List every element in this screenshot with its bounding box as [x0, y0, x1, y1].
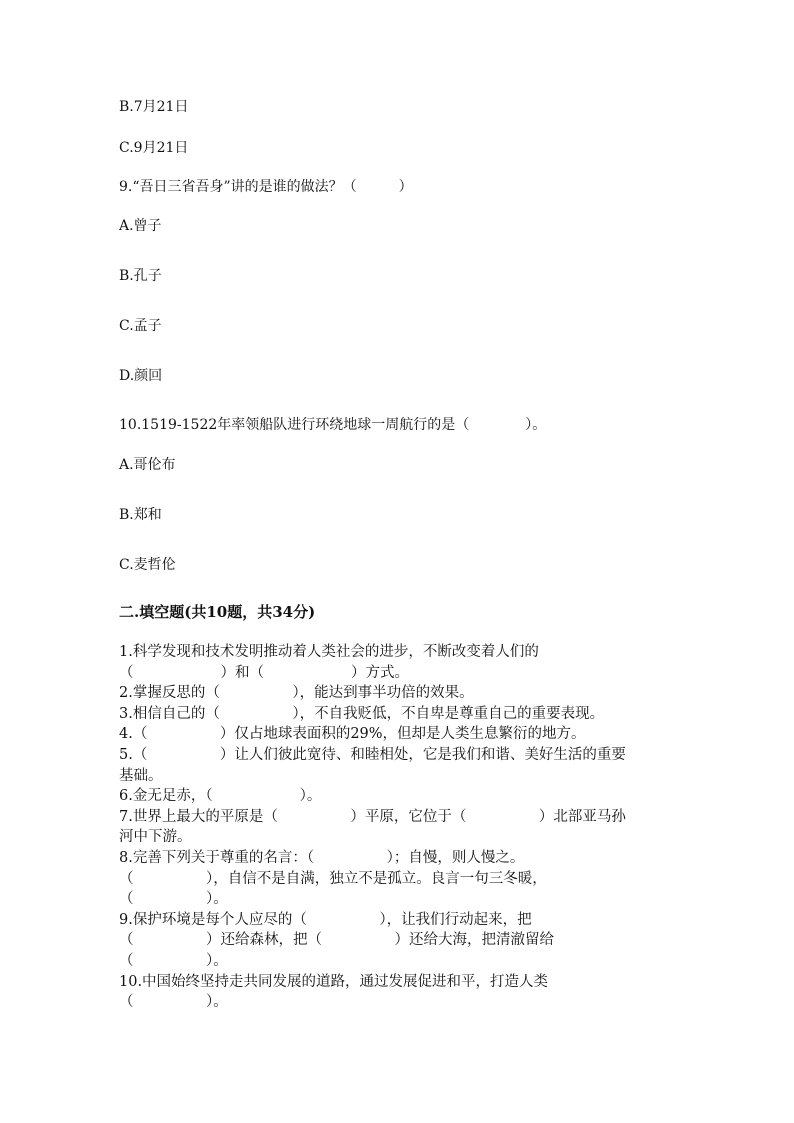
fill-line: 河中下游。: [119, 829, 192, 846]
fill-line: （ ）。: [119, 994, 228, 1011]
fill-line: 7.世界上最大的平原是（ ）平原，它位于（ ）北部亚马孙: [119, 808, 626, 825]
fill-line: 5.（ ）让人们彼此宽待、和睦相处，它是我们和谐、美好生活的重要: [119, 746, 626, 763]
section-title-fill-in: 二.填空题(共10题，共34分): [119, 603, 316, 621]
fill-line: 3.相信自己的（ ），不自我贬低，不自卑是尊重自己的重要表现。: [119, 705, 605, 722]
fill-line: 基础。: [119, 767, 163, 784]
fill-line: （ ）。: [119, 891, 228, 908]
fill-line: 1.科学发现和技术发明推动着人类社会的进步，不断改变着人们的: [119, 644, 539, 660]
option-b: B.孔子: [119, 268, 162, 284]
fill-line: 6.金无足赤，（ ）。: [119, 788, 322, 805]
fill-in-questions: [119, 642, 626, 1013]
fill-line: 2.掌握反思的（ ），能达到事半功倍的效果。: [119, 685, 474, 702]
question-stem: 10.1519-1522年率领船队进行环绕地球一周航行的是（ ）。: [119, 417, 547, 433]
option-a: A.曾子: [119, 218, 162, 234]
fill-line: （ ），自信不是自满，独立不是孤立。良言一句三冬暖，: [119, 870, 547, 887]
fill-line: 8.完善下列关于尊重的名言：（ ）；自慢，则人慢之。: [119, 849, 525, 866]
fill-line: （ ）。: [119, 952, 228, 969]
fill-line: 9.保护环境是每个人应尽的（ ），让我们行动起来，把: [119, 911, 532, 928]
option-b: B.7月21日: [119, 99, 189, 115]
fill-line: （ ）和（ ）方式。: [119, 664, 409, 681]
option-c: C.麦哲伦: [119, 557, 176, 573]
fill-line: （ ）还给森林，把（ ）还给大海，把清澈留给: [119, 932, 554, 949]
option-b: B.郑和: [119, 507, 162, 523]
fill-line: 4.（ ）仅占地球表面积的29%，但却是人类生息繁衍的地方。: [119, 726, 586, 743]
option-c: C.孟子: [119, 318, 162, 334]
question-stem: 9.“吾日三省吾身”讲的是谁的做法？（ ）: [119, 179, 413, 195]
option-c: C.9月21日: [119, 140, 189, 156]
option-a: A.哥伦布: [119, 457, 176, 473]
option-d: D.颜回: [119, 368, 163, 384]
fill-line: 10.中国始终坚持走共同发展的道路，通过发展促进和平，打造人类: [119, 973, 549, 990]
